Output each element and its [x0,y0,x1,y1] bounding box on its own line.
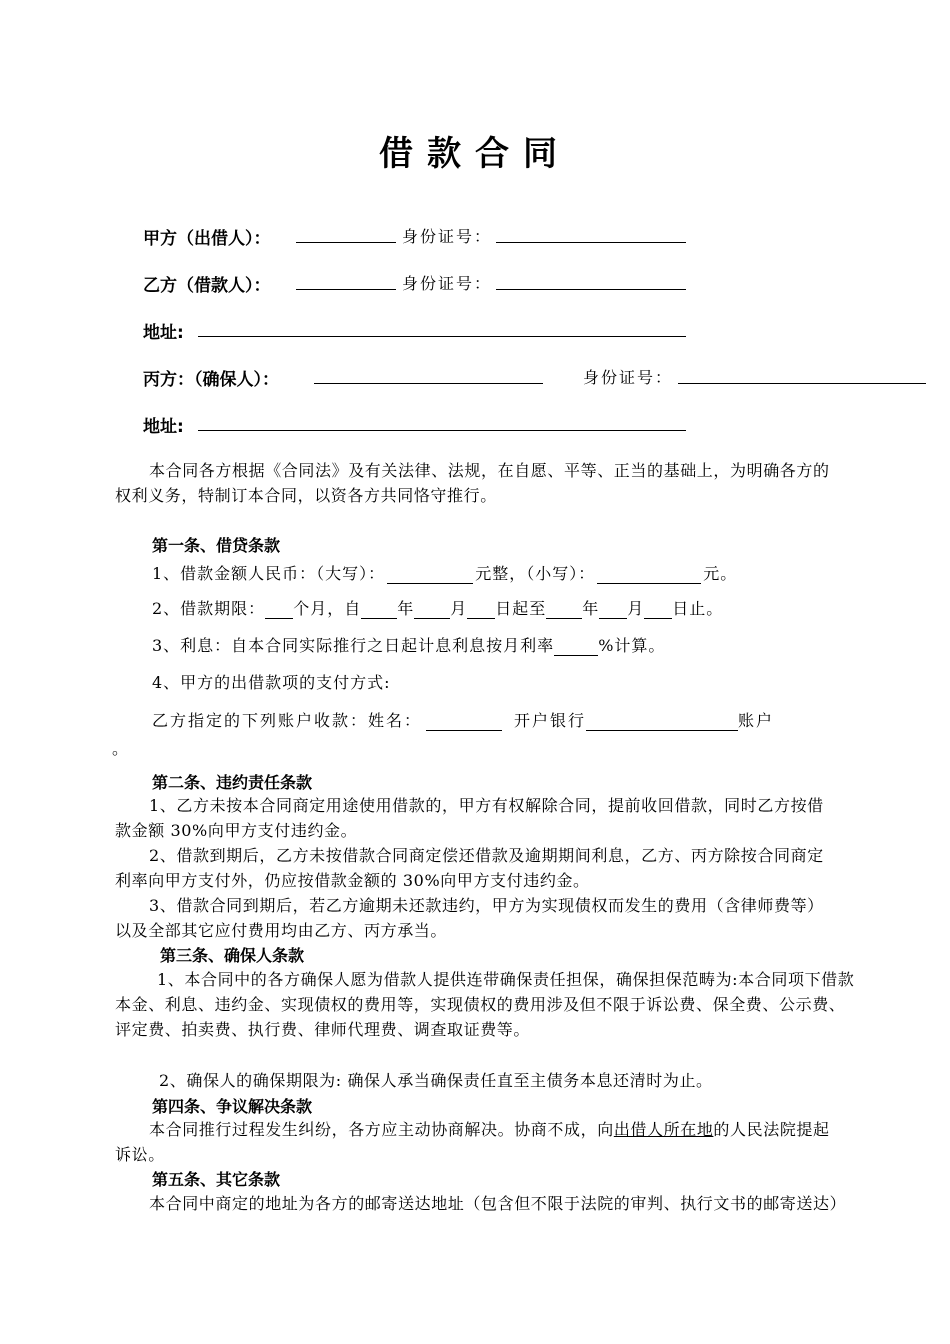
end-month-blank [599,600,627,619]
article-3-p1: 1、本合同中的各方确保人愿为借款人提供连带确保责任担保，确保担保范畴为:本合同项下借款本金、利息、违约金、实现债权的费用等，实现债权的费用涉及但不限于诉讼费、保全费、公示费、评定费、拍卖费、执行费、律师代理费、调查取证费等。 [115,970,855,1039]
article-2-heading: 第二条、违约责任条款 [152,773,313,792]
article-5-heading: 第五条、其它条款 [152,1170,281,1189]
article-4-heading: 第四条、争议解决条款 [152,1097,313,1116]
clause-1-2-m2: 月 [627,599,645,618]
start-day-blank [467,600,495,619]
article-1-heading: 第一条、借贷条款 [152,536,281,555]
article-2-p1: 1、乙方未按本合同商定用途使用借款的，甲方有权解除合同，提前收回借款，同时乙方按借款金额 30%向甲方支付违约金。 [115,796,824,840]
clause-1-3-text-a: 3、利息：自本合同实际推行之日起计息利息按月利率 [152,636,555,655]
clause-1-2-end: 日止。 [672,599,724,618]
party-c-label: 丙方：（确保人）： [143,370,279,390]
clause-1-2-y: 年 [397,599,415,618]
amount-figures-blank [597,565,701,584]
clause-1-3 [152,633,665,656]
party-c-id-blank [678,383,926,384]
preamble: 本合同各方根据《合同法》及有关法律、法规，在自愿、平等、正当的基础上，为明确各方的权利义务，特制订本合同，以资各方共同恪守推行。 [115,461,830,505]
end-day-blank [644,600,672,619]
page-title: 借款合同 [379,134,571,174]
clause-1-5 [152,708,774,731]
start-year-blank [361,600,397,619]
address2-blank [198,430,686,431]
article-2-p3: 3、借款合同到期后，若乙方逾期未还款违约，甲方为实现债权而发生的费用（含律师费等）以及全部其它应付费用均由乙方、丙方承当。 [115,896,824,940]
clause-1-2-y2: 年 [582,599,600,618]
clause-1-1-text-a: 1、借款金额人民币：（大写）： [152,564,386,583]
address-blank [198,336,686,337]
clause-1-1-text-b: 元整，（小写）： [475,564,596,583]
amount-words-blank [387,565,473,584]
clause-1-1-text-c: 元。 [703,564,738,583]
article-4-p1 [115,1117,839,1167]
party-c-id-label: 身份证号： [583,368,674,387]
clause-1-5-text-a: 乙方指定的下列账户收款：姓名： [152,711,423,730]
address-label: 地址: [143,323,184,343]
article-3-p2: 2、确保人的确保期限为: 确保人承当确保责任直至主债务本息还清时为止。 [159,1071,713,1090]
interest-rate-blank [554,637,598,656]
party-b-label: 乙方（借款人）： [143,276,271,296]
clause-1-5-text-b: 开户银行 [514,711,587,730]
clause-1-1 [152,561,737,584]
clause-1-2-month: 个月，自 [293,599,362,618]
clause-1-4: 4、甲方的出借款项的支付方式: [152,673,391,692]
clause-1-2-d-from: 日起至 [495,599,547,618]
clause-1-2-text-a: 2、借款期限： [152,599,266,618]
party-a-name-blank [296,242,396,243]
clause-1-5-text-c: 账户 [738,711,775,730]
clause-1-5-period: 。 [112,739,129,758]
party-b-name-blank [296,289,396,290]
party-c-name-blank [314,383,543,384]
clause-1-2 [152,596,723,619]
party-a-label: 甲方（出借人）： [143,229,271,249]
months-blank [265,600,293,619]
account-name-blank [426,712,502,731]
clause-1-2-m: 月 [450,599,468,618]
start-month-blank [414,600,450,619]
article-4-underlined: 出借人所在地 [613,1120,714,1139]
article-4-text-b: 的人民法院提起诉讼。 [115,1120,830,1164]
clause-1-3-text-b: %计算。 [598,636,666,655]
bank-blank [586,712,738,731]
article-5-p1: 本合同中商定的地址为各方的邮寄送达地址（包含但不限于法院的审判、执行文书的邮寄送达） [149,1194,847,1213]
address2-label: 地址: [143,417,184,437]
party-b-id-blank [496,289,686,290]
party-a-id-blank [496,242,686,243]
article-4-text-a: 本合同推行过程发生纠纷，各方应主动协商解决。协商不成，向 [149,1120,614,1139]
party-a-id-label: 身份证号： [402,227,493,246]
end-year-blank [546,600,582,619]
party-b-id-label: 身份证号： [402,274,493,293]
article-3-heading: 第三条、确保人条款 [160,946,305,965]
article-2-p2: 2、借款到期后，乙方未按借款合同商定偿还借款及逾期期间利息，乙方、丙方除按合同商定利率向甲方支付外，仍应按借款金额的 30%向甲方支付违约金。 [115,846,824,890]
